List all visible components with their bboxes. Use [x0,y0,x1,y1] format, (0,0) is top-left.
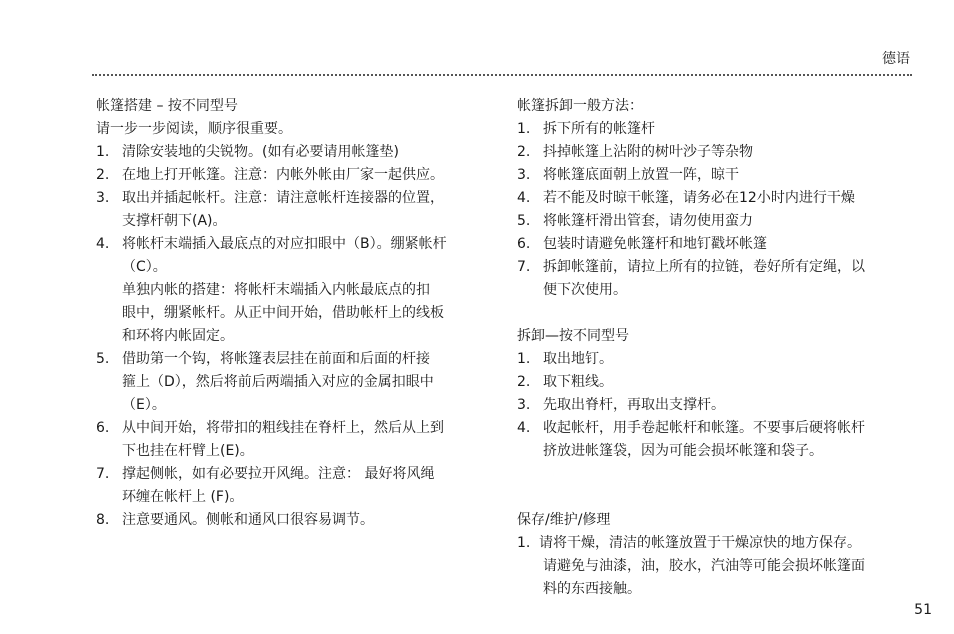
page-number: 51 [914,602,932,618]
item-text: 先取出脊杆，再取出支撑杆。 [543,397,725,413]
item-number: 4. [96,236,110,252]
item-text: 请将干燥，清洁的帐篷放置于干燥凉快的地方保存。 [539,535,861,551]
list-item [517,233,917,256]
item-text: （C）。 [122,259,167,275]
item-number: 1. [517,535,531,551]
item-number: 1. [517,351,531,367]
item-number: 3. [517,397,531,413]
item-number: 7. [517,259,531,275]
list-item [96,164,496,187]
item-text: 箍上（D），然后将前后两端插入对应的金属扣眼中 [122,374,434,390]
list-item [96,417,496,463]
item-text: 清除安装地的尖锐物。(如有必要请用帐篷垫) [122,144,399,160]
note-text: 和环将内帐固定。 [122,328,234,344]
list-item [517,141,917,164]
item-number: 8. [96,512,110,528]
note-text: 单独内帐的搭建：将帐杆末端插入内帐最底点的扣 [122,282,430,298]
storage-title: 保存/维护/修理 [517,512,611,528]
item-text: 取下粗线。 [543,374,613,390]
item-text: 拆卸帐篷前，请拉上所有的拉链，卷好所有定绳，以 [543,259,865,275]
general-dismantle-title: 帐篷拆卸一般方法： [517,98,643,114]
item-text: 下也挂在杆臂上(E)。 [122,443,254,459]
right-column [517,95,917,601]
item-number: 5. [96,351,110,367]
item-number: 6. [517,236,531,252]
item-text: 在地上打开帐篷。注意：内帐外帐由厂家一起供应。 [122,167,444,183]
item-number: 7. [96,466,110,482]
item-text: 取出并插起帐杆。注意：请注意帐杆连接器的位置， [122,190,444,206]
note-text: 眼中，绷紧帐杆。从正中间开始，借助帐杆上的线板 [122,305,444,321]
item-number: 1. [96,144,110,160]
inner-tent-note [96,279,496,348]
section-spacer [517,463,917,509]
item-number: 2. [517,144,531,160]
list-item [96,348,496,417]
item-text: 支撑杆朝下(A)。 [122,213,227,229]
item-text: 便下次使用。 [543,282,627,298]
item-number: 4. [517,420,531,436]
item-number: 5. [517,213,531,229]
item-text: 料的东西接触。 [543,581,641,597]
list-item [517,532,917,601]
setup-intro: 请一步一步阅读，顺序很重要。 [96,121,292,137]
list-item [517,348,917,371]
item-text: 环缠在帐杆上 (F)。 [122,489,244,505]
dismantle-title: 拆卸—按不同型号 [517,328,629,344]
item-number: 1. [517,121,531,137]
list-item [517,210,917,233]
item-text: 请避免与油漆，油，胶水，汽油等可能会损坏帐篷面 [543,558,865,574]
item-number: 4. [517,190,531,206]
item-text: 挤放进帐篷袋，因为可能会损坏帐篷和袋子。 [543,443,823,459]
item-number: 2. [517,374,531,390]
item-text: 注意要通风。侧帐和通风口很容易调节。 [122,512,374,528]
setup-title: 帐篷搭建 – 按不同型号 [96,98,238,114]
list-item [517,394,917,417]
list-item [517,164,917,187]
item-text: 将帐篷杆滑出管套，请勿使用蛮力 [543,213,753,229]
list-item [517,118,917,141]
item-text: 撑起侧帐，如有必要拉开风绳。注意： 最好将风绳 [122,466,435,482]
item-text: 从中间开始，将带扣的粗线挂在脊杆上，然后从上到 [122,420,444,436]
item-text: （E）。 [122,397,166,413]
list-item [96,463,496,509]
section-spacer [517,302,917,325]
item-text: 拆下所有的帐篷杆 [543,121,655,137]
list-item [517,371,917,394]
item-text: 若不能及时晾干帐篷，请务必在12小时内进行干燥 [543,190,855,206]
header-divider [92,74,912,76]
item-text: 将帐杆末端插入最底点的对应扣眼中（B）。绷紧帐杆 [122,236,447,252]
item-number: 3. [96,190,110,206]
list-item [517,187,917,210]
list-item [96,233,496,279]
item-text: 取出地钉。 [543,351,613,367]
item-text: 包装时请避免帐篷杆和地钉戳坏帐篷 [543,236,767,252]
page-language-label: 德语 [882,51,910,67]
list-item [96,187,496,233]
list-item [517,417,917,463]
item-number: 6. [96,420,110,436]
list-item [96,141,496,164]
list-item [517,256,917,302]
item-text: 将帐篷底面朝上放置一阵，晾干 [543,167,739,183]
item-text: 收起帐杆，用手卷起帐杆和帐篷。不要事后硬将帐杆 [543,420,865,436]
item-number: 3. [517,167,531,183]
left-column [96,95,496,532]
item-text: 借助第一个钩，将帐篷表层挂在前面和后面的杆接 [122,351,430,367]
item-number: 2. [96,167,110,183]
list-item [96,509,496,532]
item-text: 抖掉帐篷上沾附的树叶沙子等杂物 [543,144,753,160]
